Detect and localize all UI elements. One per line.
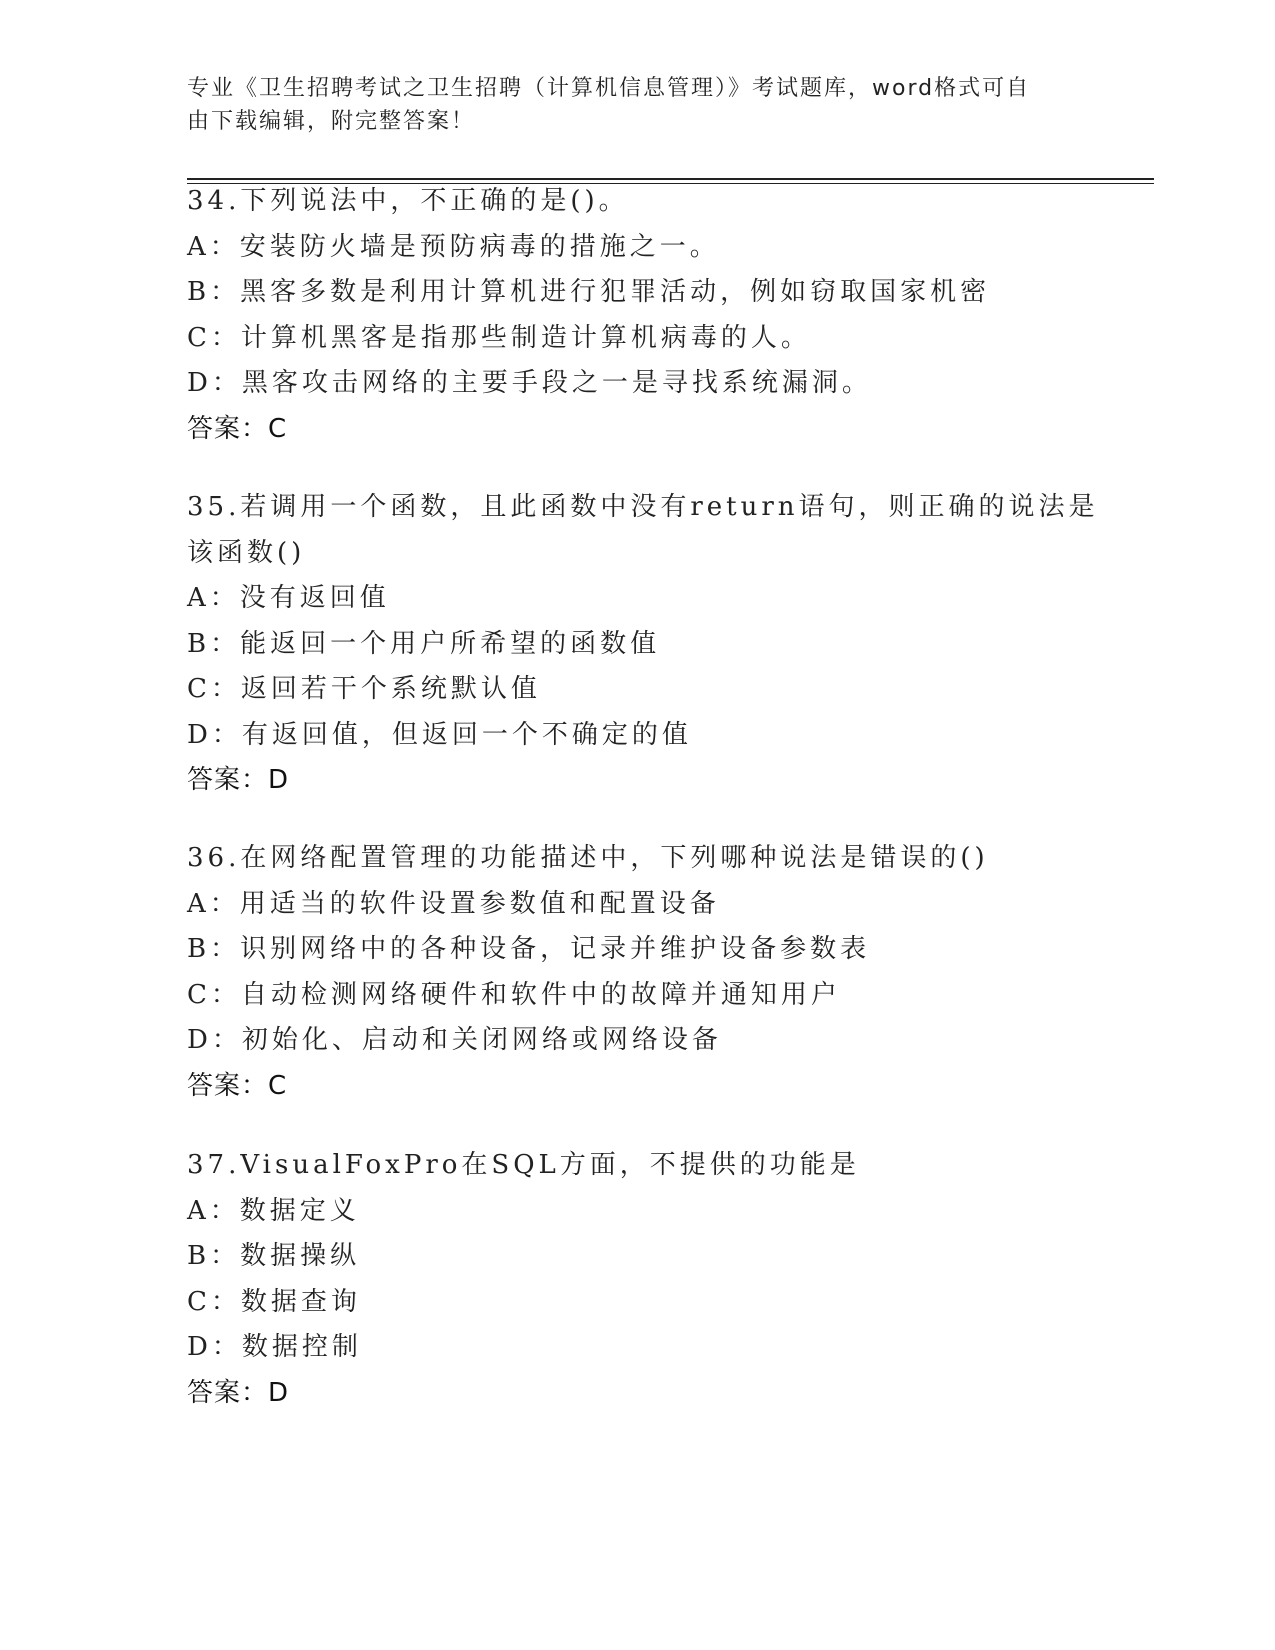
question-stem: 37.VisualFoxPro在SQL方面，不提供的功能是	[187, 1150, 860, 1180]
question-36	[187, 836, 1087, 1109]
question-37	[187, 1143, 1087, 1416]
answer-label: 答案：C	[187, 1070, 288, 1101]
answer-label: 答案：D	[187, 765, 290, 795]
option-a: A：没有返回值	[187, 583, 390, 613]
header-line-2: 由下载编辑，附完整答案！	[187, 109, 476, 134]
option-a: A：数据定义	[187, 1195, 360, 1226]
option-a: A：用适当的软件设置参数值和配置设备	[187, 888, 720, 919]
option-d: D：有返回值，但返回一个不确定的值	[187, 719, 692, 750]
answer-label: 答案：C	[187, 413, 288, 444]
option-d: D：初始化、启动和关闭网络或网络设备	[187, 1025, 722, 1055]
option-d: D：数据控制	[187, 1332, 362, 1362]
question-34	[187, 179, 1087, 452]
question-stem: 34.下列说法中，不正确的是()。	[187, 186, 629, 216]
answer-label: 答案：D	[187, 1377, 290, 1408]
question-35	[187, 485, 1099, 804]
option-b: B：黑客多数是利用计算机进行犯罪活动，例如窃取国家机密	[187, 277, 991, 307]
option-c: C：数据查询	[187, 1286, 361, 1317]
document-header	[187, 72, 1067, 138]
question-stem: 36.在网络配置管理的功能描述中，下列哪种说法是错误的()	[187, 843, 989, 873]
option-a: A：安装防火墙是预防病毒的措施之一。	[187, 231, 720, 262]
question-stem: 35.若调用一个函数，且此函数中没有return语句，则正确的说法是	[187, 492, 1099, 522]
option-b: B：能返回一个用户所希望的函数值	[187, 628, 661, 659]
option-d: D：黑客攻击网络的主要手段之一是寻找系统漏洞。	[187, 368, 872, 398]
option-c: C：自动检测网络硬件和软件中的故障并通知用户	[187, 979, 841, 1010]
option-b: B：识别网络中的各种设备，记录并维护设备参数表	[187, 934, 871, 964]
question-stem-continued: 该函数()	[187, 537, 306, 568]
header-line-1: 专业《卫生招聘考试之卫生招聘（计算机信息管理）》考试题库，word格式可自	[187, 76, 1031, 101]
option-c: C：计算机黑客是指那些制造计算机病毒的人。	[187, 322, 811, 353]
option-b: B：数据操纵	[187, 1241, 361, 1271]
option-c: C：返回若干个系统默认值	[187, 674, 541, 704]
